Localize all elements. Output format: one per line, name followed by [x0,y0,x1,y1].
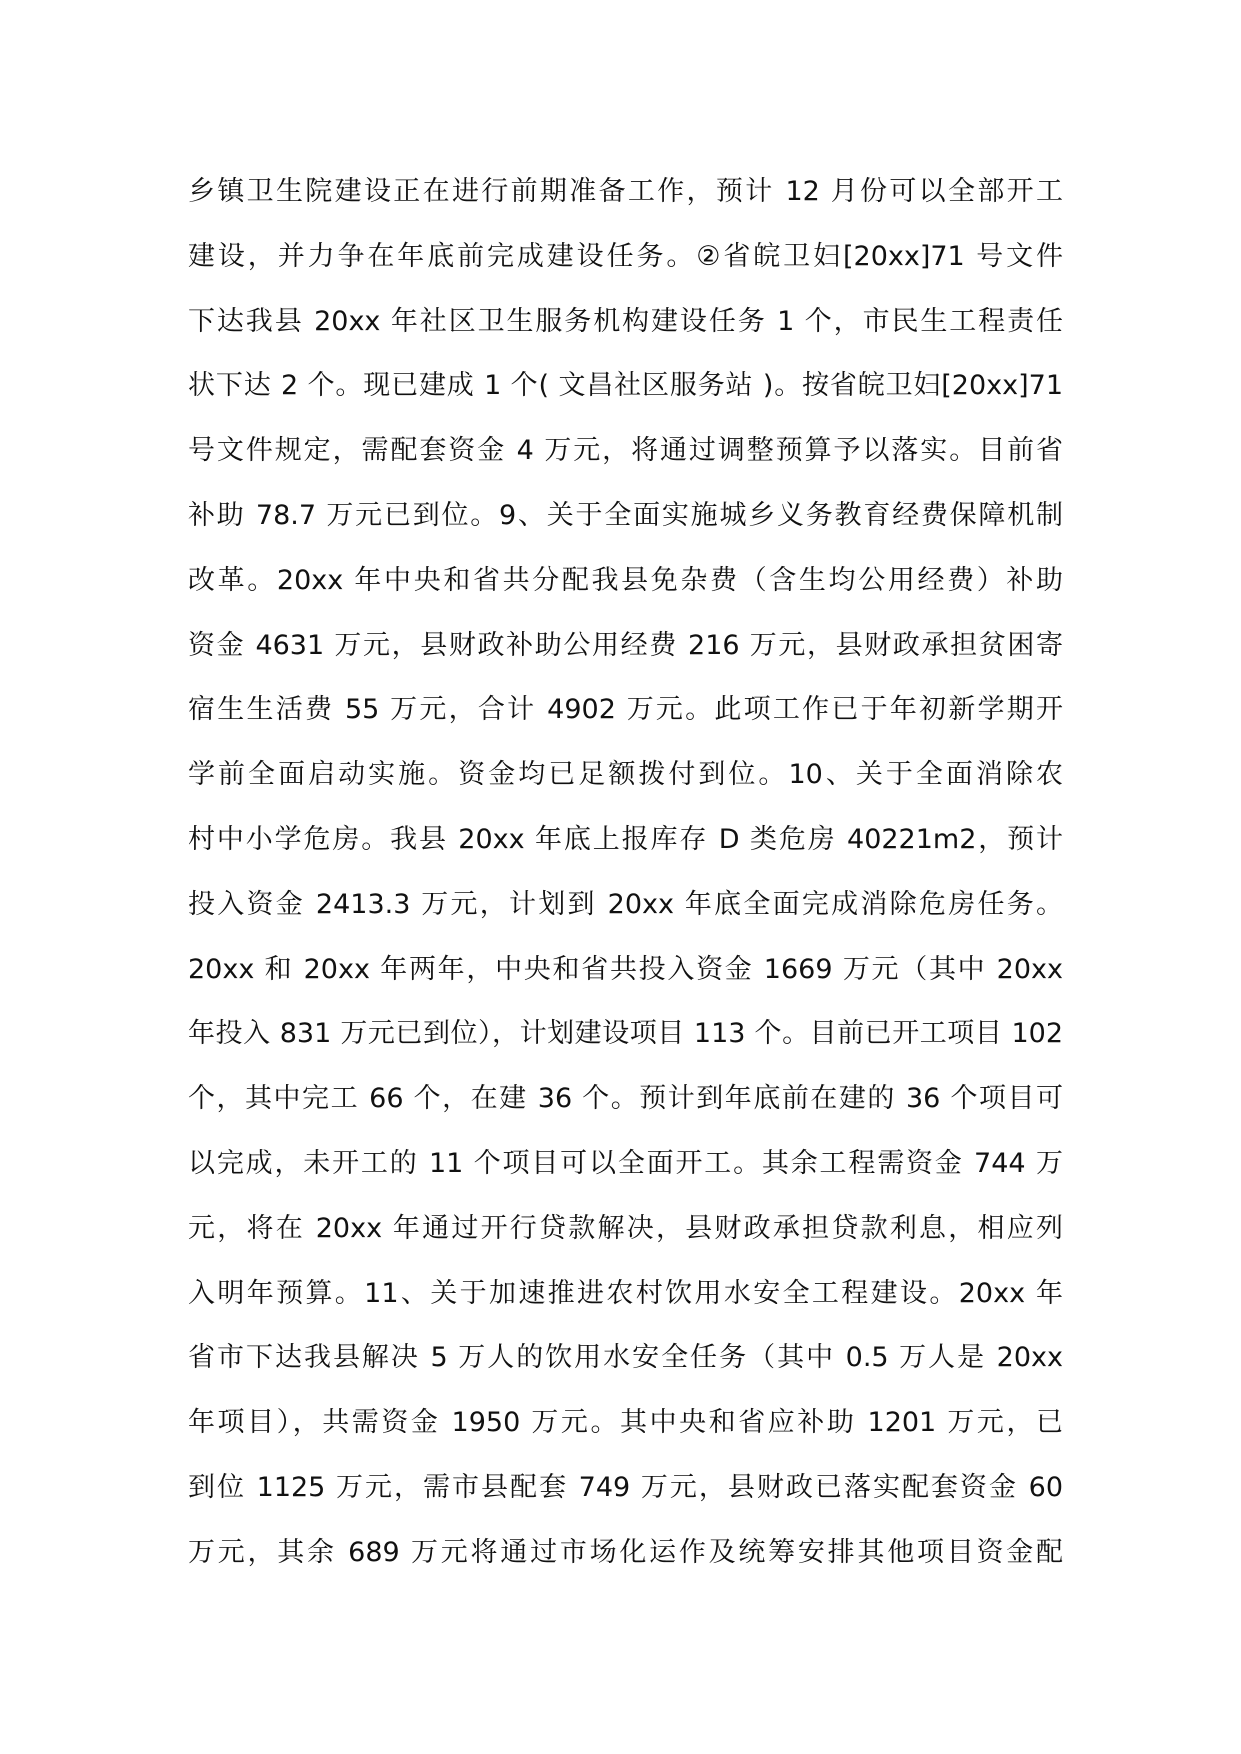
text-line: 入明年预算。11、关于加速推进农村饮用水安全工程建设。20xx 年 [188,1277,1063,1309]
text-line: 到位 1125 万元，需市县配套 749 万元，县财政已落实配套资金 60 [188,1471,1063,1503]
text-line: 号文件规定，需配套资金 4 万元，将通过调整预算予以落实。目前省 [188,435,1063,467]
text-line: 补助 78.7 万元已到位。9、关于全面实施城乡义务教育经费保障机制 [188,499,1063,531]
text-line: 以完成，未开工的 11 个项目可以全面开工。其余工程需资金 744 万 [188,1147,1063,1179]
text-line: 20xx 和 20xx 年两年，中央和省共投入资金 1669 万元（其中 20xx [188,953,1063,985]
text-line: 乡镇卫生院建设正在进行前期准备工作，预计 12 月份可以全部开工 [188,176,1063,207]
text-line: 年投入 831 万元已到位），计划建设项目 113 个。目前已开工项目 102 [188,1018,1063,1050]
text-line: 元，将在 20xx 年通过开行贷款解决，县财政承担贷款利息，相应列 [188,1212,1063,1244]
text-line: 省市下达我县解决 5 万人的饮用水安全任务（其中 0.5 万人是 20xx [188,1342,1063,1374]
text-line: 下达我县 20xx 年社区卫生服务机构建设任务 1 个，市民生工程责任 [188,305,1063,337]
text-line: 年项目），共需资金 1950 万元。其中央和省应补助 1201 万元，已 [188,1407,1063,1439]
body-text [188,160,1063,1586]
text-line: 改革。20xx 年中央和省共分配我县免杂费（含生均公用经费）补助 [188,564,1063,596]
text-line: 万元，其余 689 万元将通过市场化运作及统筹安排其他项目资金配 [188,1536,1063,1568]
text-line: 投入资金 2413.3 万元，计划到 20xx 年底全面完成消除危房任务。 [188,888,1063,920]
text-line: 状下达 2 个。现已建成 1 个( 文昌社区服务站 )。按省皖卫妇[20xx]71 [188,370,1063,402]
text-line: 村中小学危房。我县 20xx 年底上报库存 D 类危房 40221m2，预计 [188,823,1063,855]
text-line: 个，其中完工 66 个，在建 36 个。预计到年底前在建的 36 个项目可 [188,1083,1063,1115]
text-line: 学前全面启动实施。资金均已足额拨付到位。10、关于全面消除农 [188,759,1063,791]
text-line: 资金 4631 万元，县财政补助公用经费 216 万元，县财政承担贫困寄 [188,629,1063,661]
text-line: 建设，并力争在年底前完成建设任务。②省皖卫妇[20xx]71 号文件 [188,240,1063,272]
text-line: 宿生生活费 55 万元，合计 4902 万元。此项工作已于年初新学期开 [188,694,1063,726]
